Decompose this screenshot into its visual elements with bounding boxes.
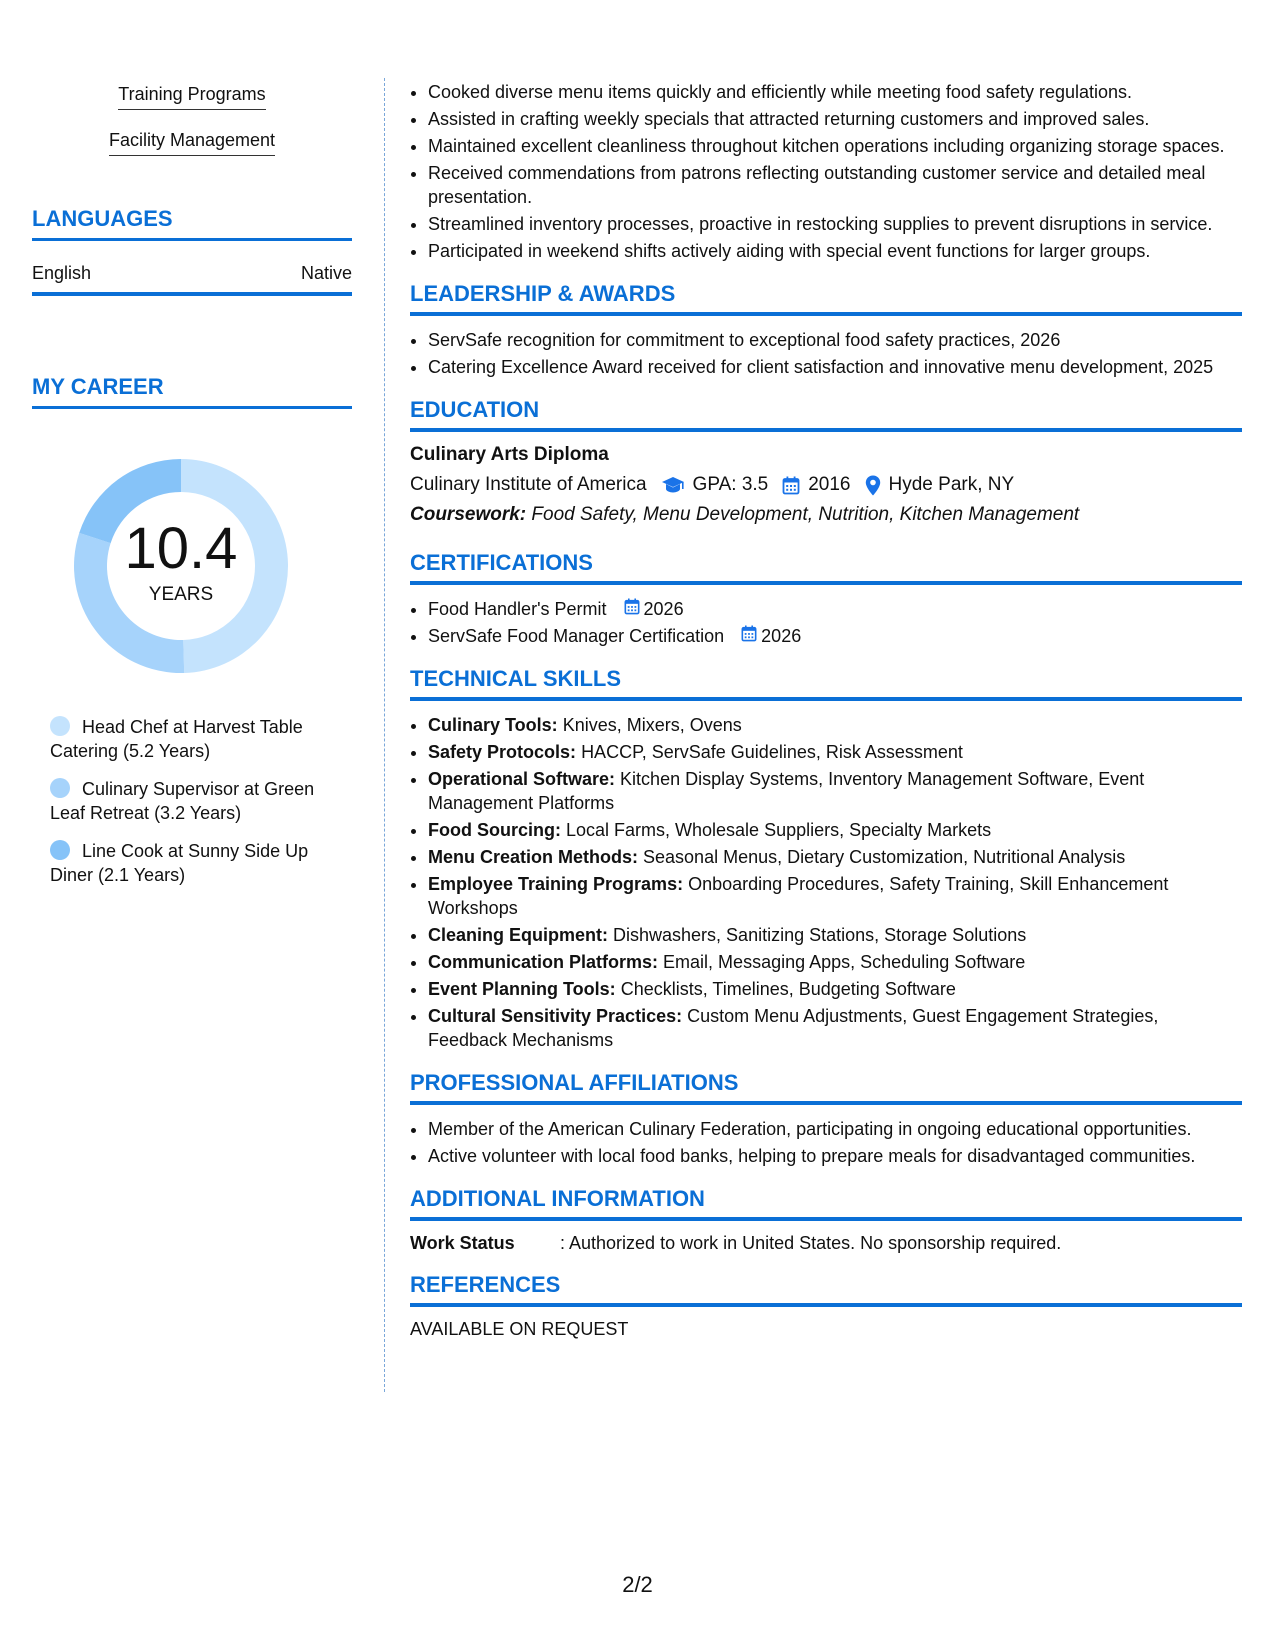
list-item: • Cooked diverse menu items quickly and efficiently while meeting food safety regulations. xyxy=(428,80,1242,104)
list-item xyxy=(428,977,1242,1001)
skill-label: Event Planning Tools: xyxy=(428,979,616,999)
graduation-year: 2016 xyxy=(808,474,851,495)
main-content xyxy=(410,80,1242,1340)
list-item xyxy=(428,818,1242,842)
language-name: English xyxy=(32,263,92,283)
list-item xyxy=(428,872,1242,920)
graduation-cap-icon xyxy=(661,476,685,494)
legend-dot xyxy=(50,716,70,736)
skill-tag: Training Programs xyxy=(118,84,265,110)
references-section xyxy=(410,1272,1242,1340)
technical-skills-section xyxy=(410,666,1242,1052)
certification-date xyxy=(741,624,801,648)
certification-date xyxy=(624,597,684,621)
list-item xyxy=(428,767,1242,815)
skill-value: Custom Menu Adjustments, Guest Engagement Strategies, Feedback Mechanisms xyxy=(428,1006,1159,1050)
work-status-row xyxy=(410,1233,1242,1254)
certification-name: Food Handler's Permit xyxy=(428,599,607,619)
skill-label: Cleaning Equipment: xyxy=(428,925,608,945)
skill-value: Seasonal Menus, Dietary Customization, Nutritional Analysis xyxy=(643,847,1126,867)
work-status-value: : Authorized to work in United States. No sponsorship required. xyxy=(560,1233,1062,1253)
coursework-list: Food Safety, Menu Development, Nutrition, Kitchen Management xyxy=(531,504,1080,525)
leadership-section xyxy=(410,281,1242,379)
skill-value: Onboarding Procedures, Safety Training, Skill Enhancement Workshops xyxy=(428,874,1169,918)
list-item: • Active volunteer with local food banks, helping to prepare meals for disadvantaged communities. xyxy=(428,1144,1242,1168)
section-heading: CERTIFICATIONS xyxy=(410,550,1242,585)
certifications-list xyxy=(410,597,1242,648)
coursework-label: Coursework: xyxy=(410,504,527,525)
legend-dot xyxy=(50,778,70,798)
skill-label: Cultural Sensitivity Practices: xyxy=(428,1006,683,1026)
career-total xyxy=(66,451,296,681)
list-item: • ServSafe recognition for commitment to exceptional food safety practices, 2026 xyxy=(428,328,1242,352)
list-item: • Received commendations from patrons reflecting outstanding customer service and detailed meal presentation. xyxy=(428,161,1242,209)
skill-label: Employee Training Programs: xyxy=(428,874,684,894)
certification-name: ServSafe Food Manager Certification xyxy=(428,626,725,646)
career-legend xyxy=(50,715,340,887)
gpa: GPA: 3.5 xyxy=(692,474,769,495)
leadership-list xyxy=(410,328,1242,379)
section-heading: EDUCATION xyxy=(410,397,1242,432)
language-level: Native xyxy=(300,263,352,283)
certification-year: 2026 xyxy=(761,626,802,646)
location-pin-icon xyxy=(865,475,881,496)
list-item xyxy=(428,624,1242,648)
list-item xyxy=(428,923,1242,947)
list-item: • Streamlined inventory processes, proactive in restocking supplies to prevent disruptions in service. xyxy=(428,212,1242,236)
certifications-section xyxy=(410,550,1242,648)
list-item: • Member of the American Culinary Federation, participating in ongoing educational opportunities. xyxy=(428,1117,1242,1141)
list-item: • Catering Excellence Award received for client satisfaction and innovative menu development, 2025 xyxy=(428,355,1242,379)
languages-heading: LANGUAGES xyxy=(32,206,352,241)
career-heading: MY CAREER xyxy=(32,374,352,409)
skill-tags xyxy=(32,78,352,170)
career-total-value: 10.4 xyxy=(124,516,238,581)
list-item: • Assisted in crafting weekly specials that attracted returning customers and improved sales. xyxy=(428,107,1242,131)
skill-value: Kitchen Display Systems, Inventory Management Software, Event Management Platforms xyxy=(428,769,1145,813)
references-text: AVAILABLE ON REQUEST xyxy=(410,1319,629,1339)
sidebar xyxy=(32,78,352,901)
column-divider xyxy=(384,78,385,1392)
coursework xyxy=(410,504,1242,526)
legend-label: Head Chef at Harvest Table Catering (5.2 Years) xyxy=(50,717,303,761)
list-item xyxy=(428,845,1242,869)
legend-item xyxy=(50,715,340,763)
skill-label: Menu Creation Methods: xyxy=(428,847,638,867)
skill-label: Food Sourcing: xyxy=(428,820,561,840)
list-item xyxy=(428,740,1242,764)
legend-item xyxy=(50,777,340,825)
list-item xyxy=(428,713,1242,737)
section-heading: LEADERSHIP & AWARDS xyxy=(410,281,1242,316)
skill-value: Dishwashers, Sanitizing Stations, Storage Solutions xyxy=(613,925,1027,945)
page-number: 2/2 xyxy=(622,1572,653,1597)
legend-dot xyxy=(50,840,70,860)
section-heading: PROFESSIONAL AFFILIATIONS xyxy=(410,1070,1242,1105)
list-item: • Maintained excellent cleanliness throughout kitchen operations including organizing storage spaces. xyxy=(428,134,1242,158)
certification-year: 2026 xyxy=(643,599,684,619)
list-item xyxy=(428,950,1242,974)
experience-bullets xyxy=(410,80,1242,263)
skill-value: Email, Messaging Apps, Scheduling Software xyxy=(663,952,1026,972)
career-donut-chart xyxy=(66,451,296,681)
additional-info-section xyxy=(410,1186,1242,1254)
skill-label: Culinary Tools: xyxy=(428,715,558,735)
skill-value: HACCP, ServSafe Guidelines, Risk Assessment xyxy=(581,742,963,762)
work-status-label: Work Status xyxy=(410,1233,515,1253)
skill-label: Communication Platforms: xyxy=(428,952,659,972)
school-name: Culinary Institute of America xyxy=(410,474,647,495)
list-item: • Participated in weekend shifts actively aiding with special event functions for larger groups. xyxy=(428,239,1242,263)
skill-value: Checklists, Timelines, Budgeting Software xyxy=(620,979,956,999)
technical-skills-list xyxy=(410,713,1242,1052)
legend-item xyxy=(50,839,340,887)
skill-label: Operational Software: xyxy=(428,769,616,789)
education-details xyxy=(410,474,1242,496)
section-heading: REFERENCES xyxy=(410,1272,1242,1307)
skill-label: Safety Protocols: xyxy=(428,742,577,762)
affiliations-list xyxy=(410,1117,1242,1168)
skill-value: Knives, Mixers, Ovens xyxy=(562,715,742,735)
career-total-unit: YEARS xyxy=(148,584,214,605)
calendar-icon xyxy=(782,476,800,495)
skill-value: Local Farms, Wholesale Suppliers, Specialty Markets xyxy=(566,820,992,840)
education-entry xyxy=(410,444,1242,526)
list-item xyxy=(428,1004,1242,1052)
degree-title: Culinary Arts Diploma xyxy=(410,444,609,465)
education-section xyxy=(410,397,1242,526)
calendar-icon xyxy=(624,597,644,621)
section-heading: TECHNICAL SKILLS xyxy=(410,666,1242,701)
calendar-icon xyxy=(741,624,761,648)
school-location: Hyde Park, NY xyxy=(888,474,1015,495)
section-heading: ADDITIONAL INFORMATION xyxy=(410,1186,1242,1221)
legend-label: Culinary Supervisor at Green Leaf Retreat (3.2 Years) xyxy=(50,779,315,823)
list-item xyxy=(428,597,1242,621)
affiliations-section xyxy=(410,1070,1242,1168)
legend-label: Line Cook at Sunny Side Up Diner (2.1 Years) xyxy=(50,841,309,885)
skill-tag: Facility Management xyxy=(109,130,275,156)
language-row xyxy=(32,241,352,296)
